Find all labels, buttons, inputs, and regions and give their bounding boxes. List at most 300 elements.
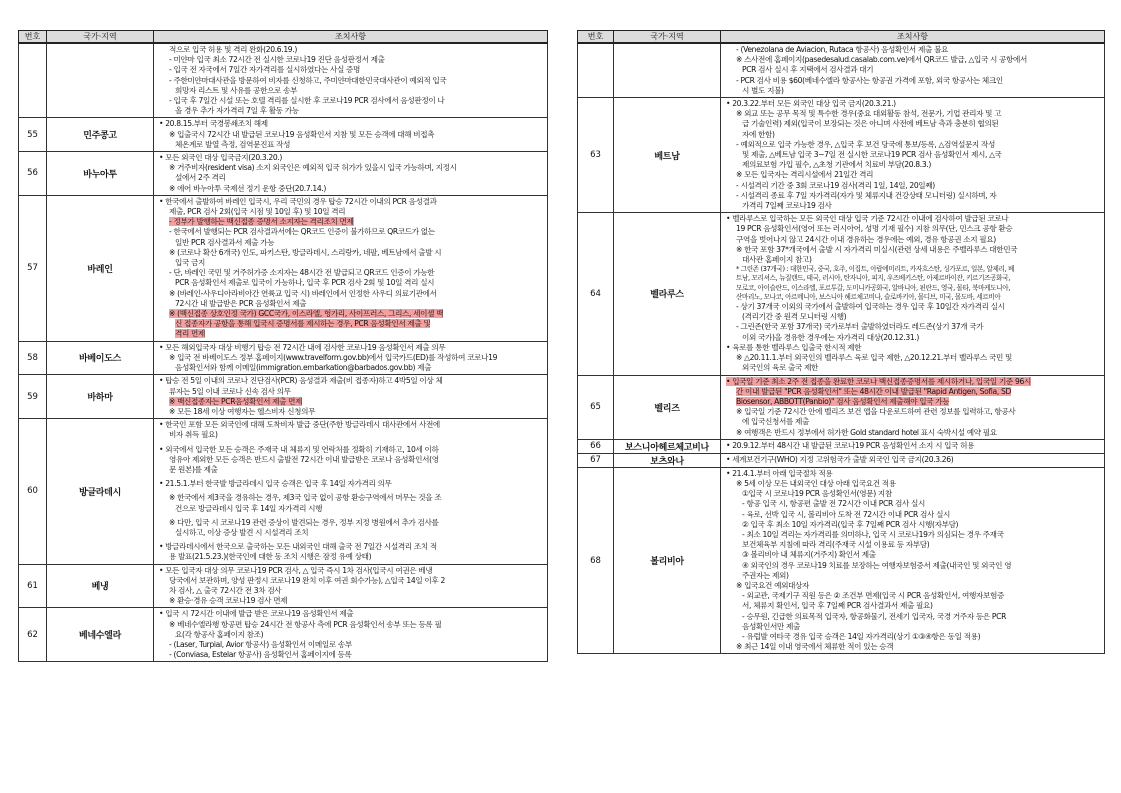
measure-line <box>159 289 544 299</box>
line-text: ④ 외국인의 경우 코로나19 치료를 보장하는 여행자보험증서 제출(내국인 및 외국인 영 <box>742 560 1012 570</box>
country-name: 바하마 <box>47 375 154 419</box>
line-text: 및 제출, △베트남 입국 3~7일 전 실시한 코로나19 PCR 검사 음성확인서 제시, △국 <box>742 150 1002 160</box>
measures-cell <box>721 439 1105 453</box>
highlighted-text: • 입국일 기준 최소 2주 전 접종을 완료한 코로나 백신접종증명서를 제시하거나, 입국일 기준 96시 <box>726 376 1031 386</box>
measure-line <box>726 255 1101 265</box>
measure-line <box>726 571 1101 581</box>
row-number <box>578 43 614 98</box>
measure-line <box>726 224 1101 234</box>
line-text: * 그린존 (37개국) : 대한민국, 중국, 호주, 이집트, 아랍에미리트, 카자흐스탄, 싱가포르, 일본, 알제리, 베 <box>736 265 1015 274</box>
line-text: - 육로, 선박 입국 시, 볼리비아 도착 전 72시간 이내 PCR 검사 실시 <box>742 509 951 519</box>
row-number: 62 <box>19 608 47 662</box>
row-number <box>19 43 47 118</box>
measure-line <box>726 293 1101 302</box>
measure-line <box>726 333 1101 343</box>
measure-line <box>726 265 1101 274</box>
line-text: ※ 다만, 입국 시 코로나19 관련 증상이 발견되는 경우, 정부 지정 병원에서 추가 검사를 <box>169 517 439 527</box>
measure-line <box>159 479 544 489</box>
measure-line <box>726 284 1101 293</box>
line-text: ② 입국 후 최소 10일 자가격리(입국 후 7일째 PCR 검사 시행(자부담) <box>742 519 959 529</box>
measure-line <box>159 45 544 55</box>
line-text: • 외국에서 입국한 모든 승객은 주재국 내 체류지 및 연락처를 정확히 기재하고, 10세 이하 <box>159 444 439 454</box>
measure-line <box>159 363 544 373</box>
measure-line <box>726 479 1101 489</box>
measures-cell <box>154 419 548 564</box>
highlighted-text: 신 접종자가 공항을 통해 입국시 증명서를 제시하는 경우, PCR 음성확인서 제출 및 <box>175 319 431 329</box>
measure-line <box>159 96 544 106</box>
line-text: - (Conviasa, Estelar 항공사) 음성확인서 홈페이지에 등록 <box>169 650 352 660</box>
table-row <box>19 43 548 118</box>
line-text: 희망자 리스트 및 사유를 공한으로 송부 <box>175 85 298 95</box>
measure-line <box>726 387 1101 397</box>
table-row <box>578 467 1105 654</box>
row-number: 67 <box>578 453 614 467</box>
left-column <box>18 30 548 662</box>
line-text: ※ 입국일 기준 72시간 안에 벨리즈 보건 앱을 다운로드하여 관련 정보를 입력하고, 항공사 <box>736 407 1016 417</box>
highlighted-text: 격리 면제 <box>175 329 206 339</box>
highlighted-text: 간 이내 발급된 "PCR 음성확인서" 또는 48시간 이내 발급된 "Rapid Antigen, Sofia, SD <box>736 386 1011 396</box>
measure-line <box>159 566 544 576</box>
measure-line <box>159 650 544 660</box>
measures-cell <box>721 213 1105 375</box>
measure-line <box>159 576 544 586</box>
row-number: 56 <box>19 152 47 196</box>
measure-line <box>726 170 1101 180</box>
measure-line <box>726 150 1101 160</box>
table-row <box>578 453 1105 467</box>
measures-cell <box>154 608 548 662</box>
line-text: ※ 거주비자(resident visa) 소지 외국인은 예외적 입국 허가가 있을시 입국 가능하며, 지정시 <box>169 163 457 173</box>
country-name: 볼리비아 <box>614 467 721 654</box>
line-text: ※ 외교 또는 공무 목적 및 특수한 경우(중요 대외활동 참석, 전문가, 기업 관리자 및 고 <box>736 109 1002 119</box>
line-text: 음성확인서와 함께 이메일(immigration.embarkation@barbados.gov.bb) 제출 <box>175 363 432 373</box>
measure-line <box>726 99 1101 109</box>
measure-line <box>726 312 1101 322</box>
line-text: 서, 체류지 확인서, 입국 후 7일째 PCR 검사결과서 제출 필요) <box>742 601 933 611</box>
measure-line <box>726 191 1101 201</box>
line-text: - 항공 입국 시, 항공편 출발 전 72시간 이내 PCR 검사 실시 <box>742 499 925 509</box>
measure-line <box>159 76 544 86</box>
measure-line <box>726 130 1101 140</box>
measure-line <box>159 620 544 630</box>
line-text: ※ (코로나 확산 6개국) 인도, 파키스탄, 방글라데시, 스리랑카, 네팔, 베트남에서 출발 시 <box>169 247 442 257</box>
measure-line <box>726 302 1101 312</box>
row-number: 57 <box>19 195 47 341</box>
measure-line <box>159 353 544 363</box>
right-table-body <box>578 43 1105 654</box>
highlighted-text: Biosensor, ABBOTT(Panbio)" 검사 음성확인서 제출해야 입국 가능 <box>736 396 950 406</box>
measure-line <box>159 596 544 606</box>
line-text: 입국 금지 <box>175 258 206 268</box>
line-text: ※ 한국 포함 37*개국에서 출발 시 자가격리 미실시(관련 상세 내용은 주벨라루스 대한민국 <box>736 244 1018 254</box>
line-text: 자에 한함) <box>742 129 775 139</box>
country-name: 방글라데시 <box>47 419 154 564</box>
measures-cell <box>721 98 1105 213</box>
measure-line <box>159 640 544 650</box>
measure-line <box>726 601 1101 611</box>
line-text: • 모든 해외입국자 대상 비행기 탑승 전 72시간 내에 검사한 코로나19 음성확인서 제출 의무 <box>159 342 446 352</box>
measure-line <box>726 140 1101 150</box>
line-text: 당국에서 보관하며, 양성 판정시 코로나19 완치 이후 여권 회수가능), △입국 14일 이후 2 <box>169 575 445 585</box>
line-text: - 예외적으로 입국 가능한 경우, △입국 후 보건 당국에 통보/등록, △검역설문지 작성 <box>736 139 995 149</box>
measure-line <box>159 455 544 465</box>
measure-line <box>159 65 544 75</box>
measure-line <box>159 153 544 163</box>
measure-line <box>159 329 544 339</box>
country-name: 보츠와나 <box>614 453 721 467</box>
header-country: 국가·지역 <box>47 31 154 44</box>
measure-line <box>159 106 544 116</box>
country-name <box>47 43 154 118</box>
line-text: - 승무원, 긴급한 의료목적 입국자, 항공화물기, 전세기 입국자, 국경 거주자 등은 PCR <box>742 611 1007 621</box>
line-text: 체온계로 발열 측정, 검역문진표 작성 <box>175 139 291 149</box>
line-text: - 시설격리 종료 후 7일 자가격리(자가 및 체류지내 건강상태 모니터링) 실시하며, 자 <box>736 190 997 200</box>
measure-line <box>726 417 1101 427</box>
measure-line <box>159 387 544 397</box>
measure-line <box>726 642 1101 652</box>
table-row <box>19 118 548 152</box>
line-text: - PCR 검사 비용 $60(베네수엘라 항공사는 항공권 가격에 포함, 외국 항공사는 체크인 <box>736 75 1003 85</box>
measure-line <box>726 201 1101 211</box>
measures-cell <box>154 375 548 419</box>
line-text: - (Laser, Turpial, Avior 항공사) 음성확인서 이메일로 송부 <box>169 639 352 649</box>
line-text: ※ 에어 바누아투 국제선 정기 운항 중단(20.7.14.) <box>169 183 327 193</box>
measures-cell <box>721 467 1105 654</box>
measure-line <box>159 227 544 237</box>
measures-cell <box>154 118 548 152</box>
measures-cell <box>154 195 548 341</box>
line-text: - 한국에서 발행되는 PCR 검사결과서에는 QR코드 인증이 불가하므로 QR코드가 없는 <box>169 227 435 237</box>
measures-cell <box>154 43 548 118</box>
table-row <box>578 43 1105 98</box>
country-name: 민주콩고 <box>47 118 154 152</box>
line-text: 대사관 홈페이지 참고) <box>742 255 812 265</box>
table-row <box>19 152 548 196</box>
line-text: 모로코, 아이슬란드, 이스라엘, 포르투갈, 도미니카공화국, 알바니아, 핀란드, 영국, 몰타, 북마케도니아, <box>736 283 1010 292</box>
line-text: • 한국에서 출발하여 바레인 입국시, 우리 국민의 경우 탑승 72시간 이내의 PCR 음성결과 <box>159 196 437 206</box>
measure-line <box>159 609 544 619</box>
right-column <box>577 30 1105 654</box>
line-text: • 20.8.15.부터 국경봉쇄조치 해제 <box>159 119 268 129</box>
measure-line <box>159 309 544 319</box>
line-text: ※ 입국 전 바베이도스 정부 홈페이지(www.travelform.gov.bb)에서 입국카드(ED)를 작성하여 코로나19 <box>169 352 498 362</box>
measure-line <box>726 520 1101 530</box>
measure-line <box>159 430 544 440</box>
line-text: 류자는 5일 이내 코로나 신속 검사 의무 <box>169 386 291 396</box>
measure-line <box>159 343 544 353</box>
measure-line <box>726 181 1101 191</box>
measure-line <box>726 612 1101 622</box>
line-text: • 20.3.22.부터 모든 외국인 대상 입국 금지(20.3.21.) <box>726 99 896 109</box>
measures-cell <box>154 564 548 608</box>
measure-line <box>726 109 1101 119</box>
line-text: ※ 여행객은 반드시 정부에서 허가한 Gold standard hotel 표시 숙박시설 예약 필요 <box>736 427 997 437</box>
measure-line <box>159 86 544 96</box>
measure-line <box>159 465 544 475</box>
measure-line <box>726 55 1101 65</box>
highlighted-text: - 정부가 발행하는 백신접종 증명서 소지자는 격리조치 면제 <box>169 217 354 227</box>
line-text: • 입국 시 72시간 이내에 발급 받은 코로나19 음성확인서 제출 <box>159 609 354 619</box>
line-text: • 모든 입국자 대상 의무 코로나19 PCR 검사, △ 입국 즉시 1차 검사(입국시 여권은 베냉 <box>159 565 433 575</box>
line-text: 제의료보험 가입 필수, △초청 기관에서 치료비 부담(20.8.3.) <box>742 160 931 170</box>
line-text: 보건체육부 지침에 따라 격리(주재국 시설 이용료 등 자부담) <box>742 540 930 550</box>
measures-cell <box>154 152 548 196</box>
measure-line <box>726 550 1101 560</box>
country-name: 벨라루스 <box>614 213 721 375</box>
left-header-row <box>19 31 548 44</box>
measures-cell <box>721 43 1105 98</box>
measure-line <box>726 510 1101 520</box>
line-text: 72시간 내 발급받은 PCR 음성확인서 제출 <box>175 298 307 308</box>
line-text: - 최소 10일 격리는 자가격리를 의미하나, 입국 시 코로나19가 의심되는 경우 주재국 <box>742 529 1004 539</box>
measure-line <box>159 542 544 552</box>
highlighted-text: ※ 백신접종자는 PCR음성확인서 제출 면제 <box>169 396 303 406</box>
line-text: • 모든 외국인 대상 입국금지(20.3.20.) <box>159 153 283 163</box>
line-text: • 21.4.1.부터 아래 입국절차 적용 <box>726 468 833 478</box>
line-text: • 21.5.1.부터 한국발 방글라데시 입국 승객은 입국 후 14일 자가격리 의무 <box>159 479 392 489</box>
line-text: ③ 볼리비아 내 체류지(거주지) 확인서 제출 <box>742 550 876 560</box>
measure-line <box>159 184 544 194</box>
line-text: ※ 입국요건 예외대상자 <box>736 580 810 590</box>
table-row <box>578 98 1105 213</box>
line-text: - 그린존(한국 포함 37개국) 국가로부터 출발하였더라도 레드존(상기 37개 국가 <box>736 322 984 332</box>
measure-line <box>159 319 544 329</box>
line-text: - 입국 후 7일간 시설 또는 호텔 격리를 실시한 후 코로나19 PCR 검사에서 음성판정이 나 <box>169 96 445 106</box>
line-text: 산마리노, 모나코, 아르메니아, 보스니아 헤르체고비나, 슬로바키아, 몰디브, 미국, 몰도바, 세르비아 <box>736 292 1001 301</box>
left-table-body <box>19 43 548 662</box>
country-name: 바베이도스 <box>47 341 154 375</box>
line-text: 적으로 입국 허용 및 격리 완화(20.6.19.) <box>169 45 297 54</box>
line-text: 일반 PCR 검사결과서 제출 가능 <box>175 237 275 247</box>
line-text: 트남, 모리셔스, 뉴질랜드, 태국, 러시아, 탄자니아, 피지, 우즈베키스탄, 아제르바이잔, 키르기즈공화국, <box>736 274 1010 283</box>
row-number: 68 <box>578 467 614 654</box>
line-text: • 벨라루스로 입국하는 모든 외국인 대상 입국 기준 72시간 이내에 검사하여 발급된 코로나 <box>726 214 1009 224</box>
line-text: ①입국 시 코로나19 PCR 음성확인서(영문) 지참 <box>742 489 892 499</box>
line-text: ※ 5세 이상 모든 내외국인 대상 아래 입국요건 적용 <box>736 478 896 488</box>
measure-line <box>726 469 1101 479</box>
line-text: 차 검사, △ 출국 72시간 전 3차 검사 <box>169 585 282 595</box>
measure-line <box>726 343 1101 353</box>
row-number: 64 <box>578 213 614 375</box>
measure-line <box>159 420 544 430</box>
line-text: 설에서 2주 격리 <box>175 173 226 183</box>
measure-line <box>159 55 544 65</box>
line-text: ※ 모든 18세 이상 여행자는 헬스비자 신청의무 <box>169 406 316 416</box>
measure-line <box>726 160 1101 170</box>
measure-line <box>159 207 544 217</box>
country-name: 보스니아헤르체고비나 <box>614 439 721 453</box>
table-row <box>578 375 1105 439</box>
measure-line <box>726 581 1101 591</box>
line-text: 문 원본)를 제출 <box>169 464 218 474</box>
line-text: - 시설격리 기간 중 3회 코로나19 검사(격리 1일, 14일, 20일째) <box>736 180 935 190</box>
measure-line <box>159 376 544 386</box>
line-text: 올 경우 추가 자가격리 7일 후 활동 가능 <box>175 106 299 116</box>
line-text: - (Venezolana de Aviacion, Rutaca 항공사) 음성확인서 제출 불요 <box>736 45 948 54</box>
measure-line <box>726 407 1101 417</box>
table-row <box>19 375 548 419</box>
line-text: 실시하고, 이상 증상 발견 시 시설격리 조치 <box>175 527 309 537</box>
measure-line <box>159 217 544 227</box>
measure-line <box>159 268 544 278</box>
measures-cell <box>154 341 548 375</box>
table-row <box>19 564 548 608</box>
row-number: 66 <box>578 439 614 453</box>
table-row <box>19 195 548 341</box>
measure-line <box>726 65 1101 75</box>
line-text: 제출, PCR 검사 2회(입국 시점 및 10일 후) 및 10일 격리 <box>169 207 346 217</box>
line-text: • 세계보건기구(WHO) 지정 고위험국가 출발 외국인 입국 금지(20.3.26) <box>726 454 954 464</box>
measure-line <box>159 586 544 596</box>
measure-line <box>726 377 1101 387</box>
measure-line <box>159 528 544 538</box>
measure-line <box>159 278 544 288</box>
right-table <box>577 30 1105 654</box>
line-text: 주권자는 제외) <box>742 570 789 580</box>
line-text: 가격리 7일째 코로나19 검사 <box>742 201 832 211</box>
row-number: 63 <box>578 98 614 213</box>
measures-cell <box>721 375 1105 439</box>
line-text: 영유아 제외한 모든 승객은 반드시 출발전 72시간 이내 발급받은 코로나 음성확인서(영 <box>169 454 439 464</box>
line-text: 외국인의 육로 출국 제한 <box>742 363 819 373</box>
measure-line <box>726 397 1101 407</box>
measure-line <box>159 630 544 640</box>
line-text: ※ 최근 14일 이내 영국에서 체류한 적이 있는 승객 <box>736 642 894 652</box>
measure-line <box>726 45 1101 55</box>
line-text: PCR 검사 실시 후 지택에서 검사결과 대기 <box>742 65 874 75</box>
row-number: 59 <box>19 375 47 419</box>
line-text: 요(각 항공사 홈페이지 참조) <box>175 629 264 639</box>
line-text: ※ 베네수엘라행 항공편 탑승 24시간 전 항공사 측에 PCR 음성확인서 송부 또는 등록 필 <box>169 619 442 629</box>
line-text: 급 기술인력) 제외(입국이 보장되는 것은 아니며 사전에 베트남 측과 충분히 협의된 <box>742 119 999 129</box>
measure-line <box>726 591 1101 601</box>
line-text: 19 PCR 음성확인서(영어 또는 러시아어, 성명 기재 필수) 지참 의무(단, 민스크 공항 환승 <box>736 224 1013 234</box>
line-text: 건으로 방글라데시 입국 후 14일 자가격리 시행 <box>175 503 323 513</box>
measure-line <box>159 173 544 183</box>
row-number: 60 <box>19 419 47 564</box>
line-text: ※ 한국에서 제3국을 경유하는 경우, 제3국 입국 없이 공항 환승구역에서 머무는 것을 조 <box>169 493 442 503</box>
measure-line <box>159 238 544 248</box>
line-text: • 방글라데시에서 한국으로 출국하는 모든 내외국인 대해 출국 전 7일간 시설격리 조치 적 <box>159 542 437 552</box>
country-name: 베트남 <box>614 98 721 213</box>
line-text: 이외 국가)을 경유한 경우에는 자가격리 대상(20.12.31.) <box>742 332 919 342</box>
line-text: 시 별도 지불) <box>742 85 784 95</box>
measure-line <box>726 540 1101 550</box>
header-country: 국가·지역 <box>614 31 721 44</box>
line-text: 비자 취득 필요) <box>169 430 218 440</box>
row-number: 55 <box>19 118 47 152</box>
measure-line <box>726 455 1101 465</box>
measure-line <box>159 197 544 207</box>
country-name: 바누아투 <box>47 152 154 196</box>
measure-line <box>159 407 544 417</box>
measure-line <box>159 552 544 562</box>
country-name: 바레인 <box>47 195 154 341</box>
measure-line <box>726 119 1101 129</box>
measure-line <box>726 86 1101 96</box>
table-row <box>19 608 548 662</box>
line-text: • 20.9.12.부터 48시간 내 발급된 코로나19 PCR 음성확인서 소지 시 입국 허용 <box>726 440 975 450</box>
measure-line <box>159 493 544 503</box>
right-header-row <box>578 31 1105 44</box>
row-number: 65 <box>578 375 614 439</box>
line-text: ※ 모든 입국자는 격리시설에서 21일간 격리 <box>736 170 874 180</box>
measure-line <box>726 76 1101 86</box>
line-text: - 유럽발 여타국 경유 입국 승객은 14일 자가격리(상기 ①③④항은 동일 적용) <box>742 631 981 641</box>
measure-line <box>726 632 1101 642</box>
measure-line <box>726 235 1101 245</box>
line-text: ※ (바레인-사우디아라비아간 연륙교 입국 시) 바레인에서 인정한 사우디 의료기관에서 <box>169 288 437 298</box>
header-num: 번호 <box>19 31 47 44</box>
measure-line <box>726 622 1101 632</box>
line-text: - 입국 전 자국에서 7일간 자가격리를 실시하였다는 사실 증명 <box>169 65 361 75</box>
measure-line <box>726 214 1101 224</box>
line-text: 에 입국신청서를 제출 <box>742 417 809 427</box>
country-name: 벨리즈 <box>614 375 721 439</box>
measure-line <box>726 441 1101 451</box>
measure-line <box>726 322 1101 332</box>
measure-line <box>726 428 1101 438</box>
line-text: • 탑승 전 5일 이내의 코로나 진단검사(PCR) 음성결과 제출(비 접종자)하고 4박5일 이상 체 <box>159 376 443 386</box>
measure-line <box>159 163 544 173</box>
measure-line <box>159 504 544 514</box>
line-text: - 외교관, 국제기구 직원 등은 ② 조건부 면제(입국 시 PCR 음성확인서, 여행자보험증 <box>742 591 1004 601</box>
measure-line <box>159 130 544 140</box>
line-text: ※ 스사전에 홈페이지(pasedesalud.casalab.com.ve)에서 QR코드 발급, △입국 시 공항에서 <box>736 55 1027 65</box>
row-number: 61 <box>19 564 47 608</box>
line-text: (격리기간 중 원격 모니터링 시행) <box>742 312 847 322</box>
table-row <box>19 419 548 564</box>
measure-line <box>159 140 544 150</box>
highlighted-text: ※ (백신접종 상호인정 국가) GCC국가, 이스라엘, 헝가리, 사이프러스, 그리스, 세이셸 백 <box>169 309 444 319</box>
line-text: - 단, 바레인 국민 및 거주허가증 소지자는 48시간 전 발급되고 QR코드 인증이 가능한 <box>169 268 435 278</box>
measure-line <box>726 561 1101 571</box>
measure-line <box>159 119 544 129</box>
row-number: 58 <box>19 341 47 375</box>
line-text: 용 발표(21.5.23.)(한국인에 대한 동 조치 시행은 잠정 유예 상태) <box>169 552 372 562</box>
line-text: - 주한미얀마대사관을 방문하여 비자를 신청하고, 주미얀마대한민국대사관이 예외적 입국 <box>169 75 447 85</box>
line-text: • 한국인 포함 모든 외국인에 대해 도착비자 발급 중단(주한 방글라데시 대사관에서 사전에 <box>159 420 440 430</box>
line-text: • 육로를 통한 벨라루스 입출국 한시적 제한 <box>726 342 862 352</box>
table-row <box>578 439 1105 453</box>
header-measures: 조치사항 <box>154 31 548 44</box>
line-text: ※ △20.11.1.부터 외국인의 벨라루스 육로 입국 제한, △20.12.21.부터 벨라루스 국민 및 <box>736 353 1013 363</box>
measure-line <box>726 245 1101 255</box>
left-table <box>18 30 548 662</box>
header-num: 번호 <box>578 31 614 44</box>
country-name: 베네수엘라 <box>47 608 154 662</box>
measure-line <box>159 397 544 407</box>
line-text: - 미얀마 입국 최소 72시간 전 실시한 코로나19 진단 음성판정서 제출 <box>169 55 385 65</box>
measure-line <box>726 489 1101 499</box>
measure-line <box>726 274 1101 283</box>
measure-line <box>726 363 1101 373</box>
measure-line <box>159 445 544 455</box>
measure-line <box>726 530 1101 540</box>
measure-line <box>726 499 1101 509</box>
measures-cell <box>721 453 1105 467</box>
table-row <box>578 213 1105 375</box>
line-text: ※ 입출국시 72시간 내 발급된 코로나19 음성확인서 지참 및 모든 승객에 대해 비접촉 <box>169 129 435 139</box>
country-name <box>614 43 721 98</box>
header-measures: 조치사항 <box>721 31 1105 44</box>
table-row <box>19 341 548 375</box>
line-text: - 상기 37개국 이외의 국가에서 출발하여 입국하는 경우 입국 후 10일간 자가격리 실시 <box>736 302 1005 312</box>
line-text: 구역을 벗어나지 않고 24시간 이내 경유하는 경우에는 예외, 경유 항공권 소지 필요) <box>736 234 996 244</box>
measure-line <box>159 258 544 268</box>
line-text: ※ 환승·경유 승객 코로나19 검사 면제 <box>169 596 288 606</box>
line-text: PCR 음성확인서 제출로 입국이 가능하나, 입국 후 PCR 검사 2회 및 10일 격리 실시 <box>175 278 435 288</box>
